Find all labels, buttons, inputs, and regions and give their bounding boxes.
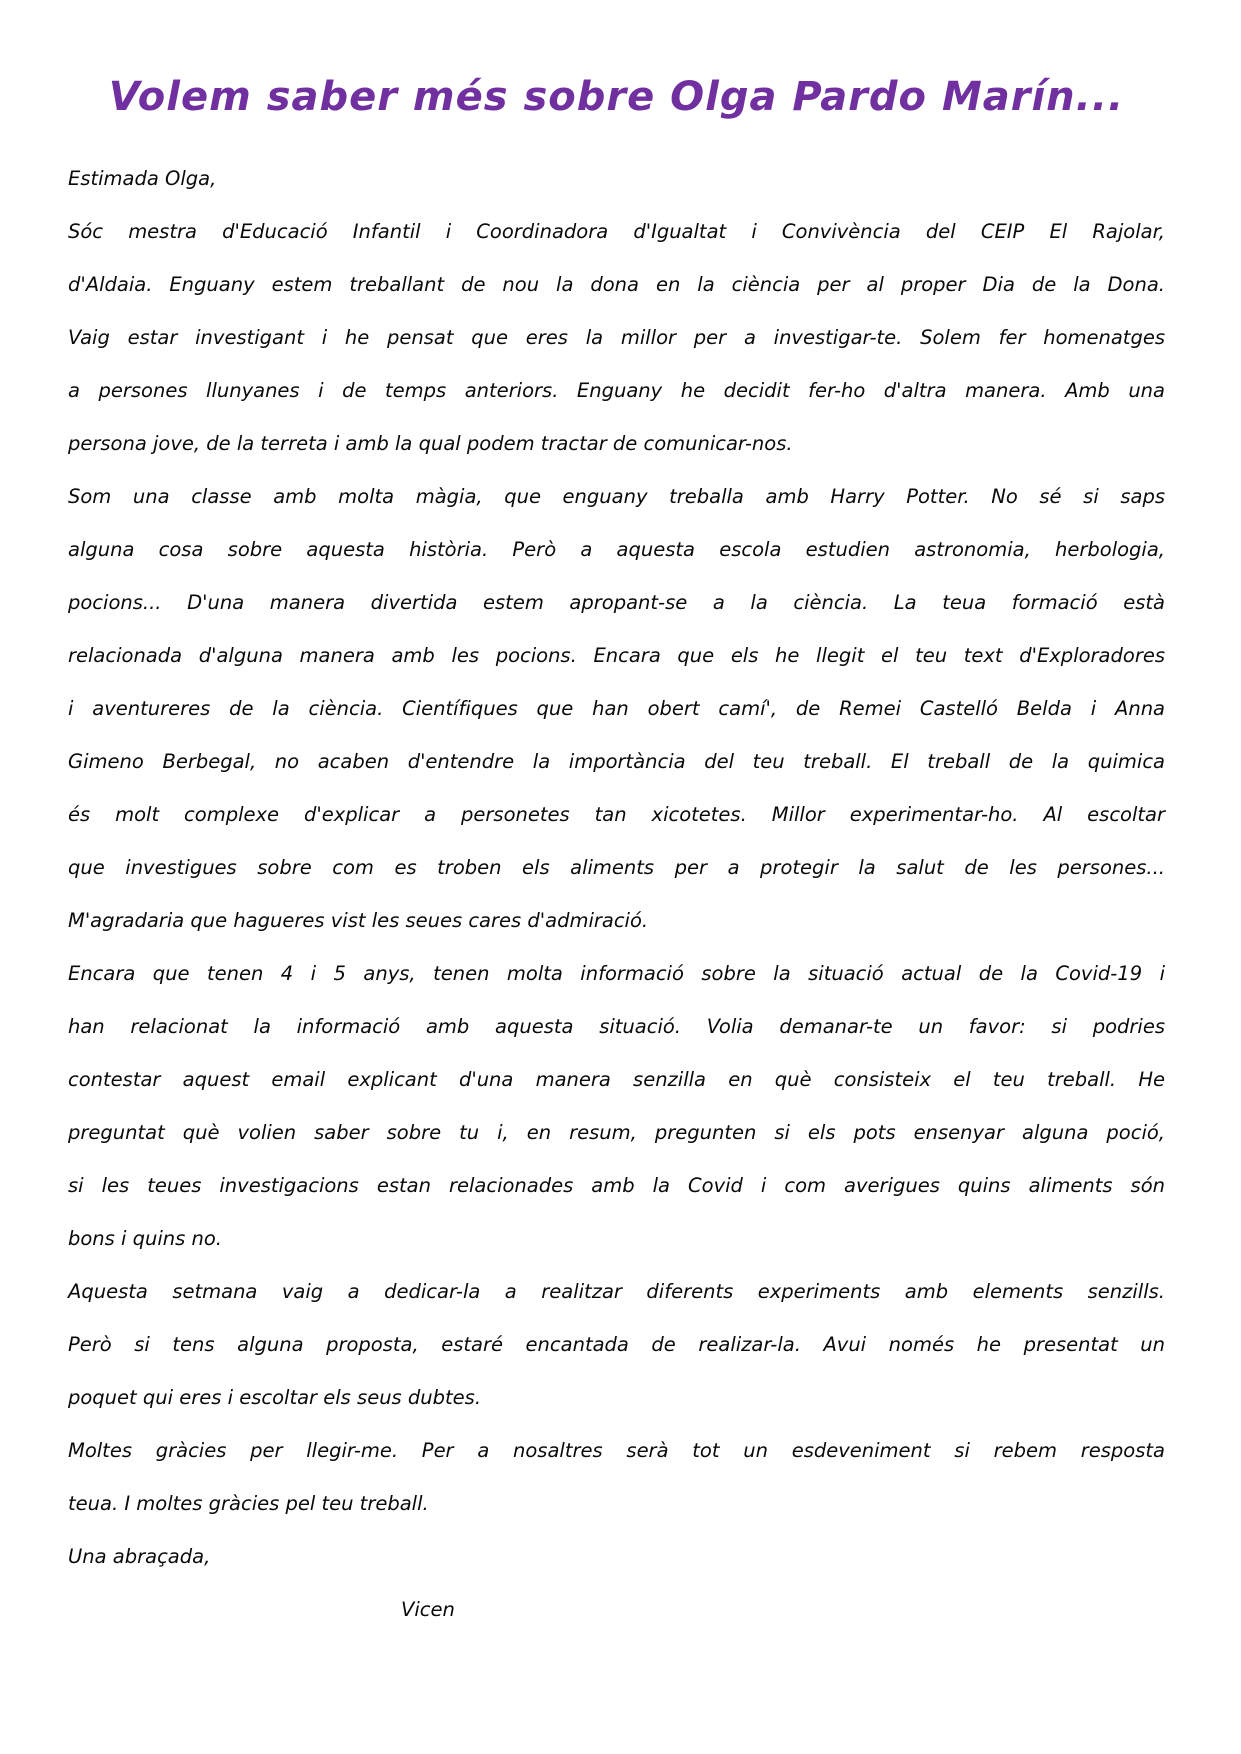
letter-line: i aventureres de la ciència. Científiques que han obert camí', de Remei Castelló Belda i Anna xyxy=(68,697,1165,720)
greeting-line: Estimada Olga, xyxy=(68,167,217,190)
letter-line: M'agradaria que hagueres vist les seues cares d'admiració. xyxy=(68,909,649,932)
letter-line: Aquesta setmana vaig a dedicar-la a realitzar diferents experiments amb elements senzills. xyxy=(68,1280,1165,1303)
letter-line: que investigues sobre com es troben els aliments per a protegir la salut de les persones... xyxy=(68,856,1165,879)
letter-line: contestar aquest email explicant d'una manera senzilla en què consisteix el teu treball. He xyxy=(68,1068,1165,1091)
closing-line: Una abraçada, xyxy=(68,1545,211,1568)
letter-line: teua. I moltes gràcies pel teu treball. xyxy=(68,1492,429,1515)
letter-line: Vaig estar investigant i he pensat que eres la millor per a investigar-te. Solem fer homenatges xyxy=(68,326,1165,349)
letter-line: és molt complexe d'explicar a personetes tan xicotetes. Millor experimentar-ho. Al escoltar xyxy=(68,803,1165,826)
letter-paragraphs xyxy=(68,205,1165,1530)
letter-line: preguntat què volien saber sobre tu i, en resum, pregunten si els pots ensenyar alguna poció, xyxy=(68,1121,1165,1144)
letter-body xyxy=(68,152,1165,1636)
letter-line: persona jove, de la terreta i amb la qual podem tractar de comunicar-nos. xyxy=(68,432,793,455)
letter-line: Sóc mestra d'Educació Infantil i Coordinadora d'Igualtat i Convivència del CEIP El Rajolar, xyxy=(68,220,1165,243)
letter-title: Volem saber més sobre Olga Pardo Marín... xyxy=(108,74,1125,120)
letter-line: a persones llunyanes i de temps anteriors. Enguany he decidit fer-ho d'altra manera. Amb una xyxy=(68,379,1165,402)
letter-line: Però si tens alguna proposta, estaré encantada de realizar-la. Avui només he presentat un xyxy=(68,1333,1165,1356)
letter-line: Gimeno Berbegal, no acaben d'entendre la importància del teu treball. El treball de la quimica xyxy=(68,750,1165,773)
letter-line: relacionada d'alguna manera amb les pocions. Encara que els he llegit el teu text d'Exploradores xyxy=(68,644,1165,667)
letter-line: Som una classe amb molta màgia, que enguany treballa amb Harry Potter. No sé si saps xyxy=(68,485,1165,508)
letter-line: bons i quins no. xyxy=(68,1227,223,1250)
letter-line: pocions... D'una manera divertida estem apropant-se a la ciència. La teua formació està xyxy=(68,591,1165,614)
letter-line: Moltes gràcies per llegir-me. Per a nosaltres serà tot un esdeveniment si rebem resposta xyxy=(68,1439,1165,1462)
letter-line: d'Aldaia. Enguany estem treballant de nou la dona en la ciència per al proper Dia de la Dona. xyxy=(68,273,1165,296)
letter-line: poquet qui eres i escoltar els seus dubtes. xyxy=(68,1386,482,1409)
letter-line: Encara que tenen 4 i 5 anys, tenen molta informació sobre la situació actual de la Covid-19 i xyxy=(68,962,1165,985)
letter-line: han relacionat la informació amb aquesta situació. Volia demanar-te un favor: si podries xyxy=(68,1015,1165,1038)
signature: Vicen xyxy=(401,1598,455,1621)
letter-line: alguna cosa sobre aquesta història. Però a aquesta escola estudien astronomia, herbologia, xyxy=(68,538,1165,561)
letter-line: si les teues investigacions estan relacionades amb la Covid i com averigues quins aliments són xyxy=(68,1174,1165,1197)
